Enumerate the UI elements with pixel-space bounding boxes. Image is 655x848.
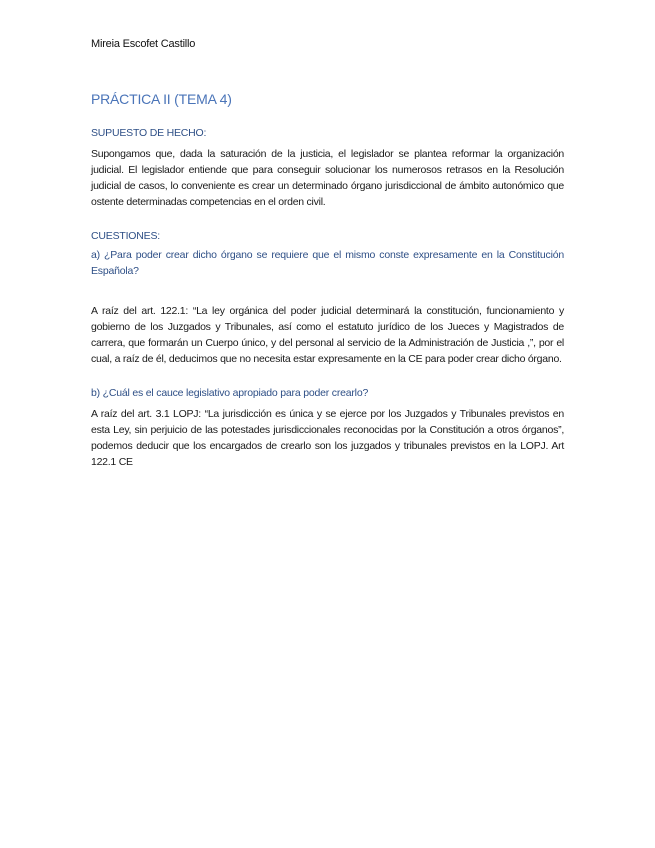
- facts-heading: SUPUESTO DE HECHO:: [91, 127, 207, 139]
- questions-heading: CUESTIONES:: [91, 230, 160, 242]
- answer-a: A raíz del art. 122.1: “La ley orgánica del poder judicial determinará la constitución, funcionamiento y gobierno de los Juzgados y Tribunales, así como el estatuto jurídico de los Jueces y Magistrados de carrera, que formarán un Cuerpo único, y del personal al servicio de la Administración de Justicia ,”, por el cual, a raíz de él, deducimos que no necesita estar expresamente en la CE para poder crear dicho órgano.: [91, 305, 564, 365]
- document-title: PRÁCTICA II (TEMA 4): [91, 91, 232, 107]
- question-a: a) ¿Para poder crear dicho órgano se requiere que el mismo conste expresamente en la Constitución Española?: [91, 249, 564, 277]
- question-b: b) ¿Cuál es el cauce legislativo apropiado para poder crearlo?: [91, 387, 369, 399]
- author-header: Mireia Escofet Castillo: [91, 38, 196, 50]
- answer-b: A raíz del art. 3.1 LOPJ: “La jurisdicción es única y se ejerce por los Juzgados y Tribunales previstos en esta Ley, sin perjuicio de las potestades jurisdiccionales reconocidas por la Constitución a otros órganos”, podemos deducir que los encargados de crearlo son los juzgados y tribunales previstos en la LOPJ. Art 122.1 CE: [91, 408, 564, 468]
- facts-paragraph: Supongamos que, dada la saturación de la justicia, el legislador se plantea reformar la organización judicial. El legislador entiende que para conseguir solucionar los numerosos retrasos en la Resolución judicial de casos, lo conveniente es crear un determinado órgano jurisdiccional de ámbito autonómico que ostente determinadas competencias en el orden civil.: [91, 148, 564, 208]
